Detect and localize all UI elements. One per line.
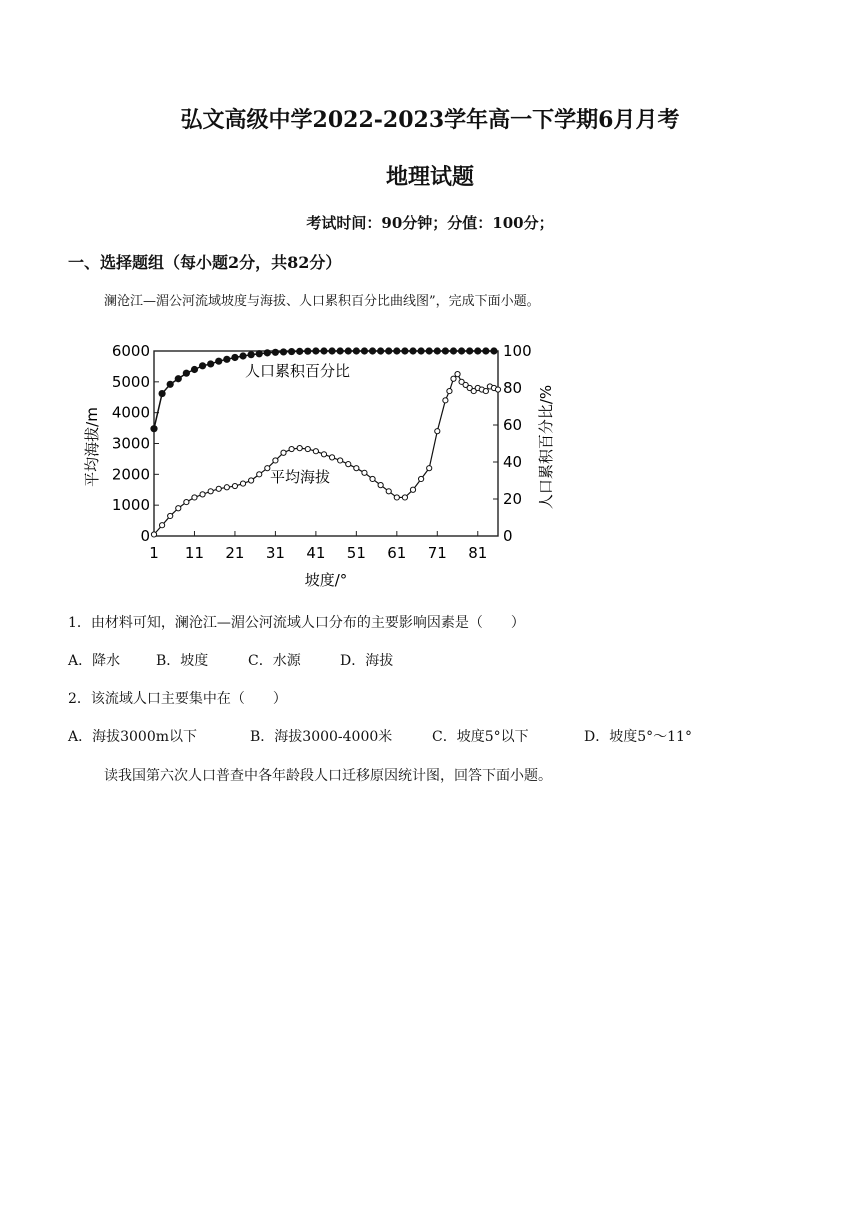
elevation-point [313, 449, 318, 454]
x-tick-label: 51 [346, 544, 366, 562]
population-point [150, 425, 157, 432]
population-series [150, 347, 497, 432]
population-point [385, 347, 392, 354]
x-axis-label: 坡度/° [304, 571, 348, 589]
question-1-option-a[interactable]: A．降水 [68, 653, 121, 669]
population-point [167, 381, 174, 388]
y-right-tick-label: 60 [503, 416, 523, 434]
question-1-options [68, 650, 393, 670]
elevation-point [321, 452, 326, 457]
population-point [183, 370, 190, 377]
population-point [288, 348, 295, 355]
population-point [434, 347, 441, 354]
elevation-point [232, 483, 237, 488]
elevation-point [346, 462, 351, 467]
slope-elevation-population-chart [70, 332, 555, 594]
population-point [353, 347, 360, 354]
elevation-point [419, 476, 424, 481]
elevation-point [168, 513, 173, 518]
y-left-tick-label: 0 [140, 527, 150, 545]
x-tick-label: 21 [225, 544, 245, 562]
population-point [482, 347, 489, 354]
elevation-point [305, 446, 310, 451]
elevation-point [184, 499, 189, 504]
elevation-point [435, 429, 440, 434]
population-point [248, 351, 255, 358]
population-point [207, 360, 214, 367]
y-right-tick-label: 20 [503, 490, 523, 508]
elevation-point [159, 523, 164, 528]
y-left-tick-label: 3000 [111, 434, 150, 453]
population-point [369, 347, 376, 354]
elevation-point [216, 486, 221, 491]
elevation-point [443, 398, 448, 403]
population-point [393, 347, 400, 354]
population-point [490, 347, 497, 354]
question-1-option-d[interactable]: D．海拔 [340, 653, 394, 669]
elevation-point [208, 489, 213, 494]
population-point [337, 347, 344, 354]
population-point [264, 349, 271, 356]
elevation-point [273, 458, 278, 463]
elevation-point [281, 450, 286, 455]
population-point [175, 375, 182, 382]
elevation-point [176, 506, 181, 511]
population-point [296, 348, 303, 355]
population-point [418, 347, 425, 354]
elevation-point [151, 532, 156, 537]
x-tick-label: 31 [265, 544, 285, 562]
y-left-tick-label: 4000 [111, 403, 150, 422]
elevation-point [495, 387, 500, 392]
elevation-point [289, 446, 294, 451]
x-tick-label: 61 [387, 544, 407, 562]
question-1-stem: 1．由材料可知，澜沧江—湄公河流域人口分布的主要影响因素是（ ） [68, 615, 525, 631]
elevation-point [455, 372, 460, 377]
x-tick-label: 81 [468, 544, 488, 562]
elevation-point [297, 446, 302, 451]
elevation-point [394, 495, 399, 500]
y-left-tick-label: 5000 [111, 372, 150, 391]
elevation-point [451, 376, 456, 381]
y-right-tick-label: 40 [503, 453, 523, 471]
page-subtitle: 地理试题 [385, 164, 474, 190]
population-point [377, 347, 384, 354]
elevation-point [427, 466, 432, 471]
population-point [256, 350, 263, 357]
question-1-option-b[interactable]: B．坡度 [156, 653, 209, 669]
section-heading: 一、选择题组（每小题2分，共82分） [68, 253, 342, 272]
question-1-option-c[interactable]: C．水源 [248, 653, 301, 669]
population-point [450, 347, 457, 354]
elevation-point [402, 495, 407, 500]
population-point [328, 347, 335, 354]
elevation-point [224, 485, 229, 490]
population-point [426, 347, 433, 354]
elevation-point [386, 489, 391, 494]
elevation-point [378, 483, 383, 488]
question-2-option-b[interactable]: B．海拔3000-4000米 [250, 729, 393, 745]
elevation-point [354, 466, 359, 471]
elevation-series [151, 372, 500, 538]
population-point [191, 366, 198, 373]
y-left-tick-label: 2000 [111, 465, 150, 484]
population-point [312, 347, 319, 354]
elevation-point [483, 388, 488, 393]
x-tick-label: 71 [427, 544, 447, 562]
elevation-point [257, 472, 262, 477]
population-point [223, 356, 230, 363]
population-point [231, 354, 238, 361]
elevation-point [192, 495, 197, 500]
elevation-point [447, 388, 452, 393]
elevation-point [240, 481, 245, 486]
y-axis-right-label: 人口累积百分比/% [537, 384, 555, 510]
y-right-tick-label: 0 [503, 527, 513, 545]
question-2-option-d[interactable]: D．坡度5°～11° [584, 729, 692, 745]
elevation-point [370, 476, 375, 481]
exam-info: 考试时间：90分钟；分值：100分； [306, 214, 554, 232]
population-point [442, 347, 449, 354]
question-2-option-a[interactable]: A．海拔3000m以下 [68, 729, 198, 745]
x-tick-label: 11 [184, 544, 205, 562]
question-2-stem: 2．该流域人口主要集中在（ ） [68, 691, 287, 707]
elevation-point [338, 458, 343, 463]
elevation-point [329, 455, 334, 460]
population-point [345, 347, 352, 354]
elevation-point [200, 492, 205, 497]
y-left-tick-label: 6000 [111, 342, 150, 360]
population-point [199, 362, 206, 369]
population-curve-label: 人口累积百分比 [245, 362, 351, 380]
y-left-tick-label: 1000 [111, 496, 150, 515]
population-point [158, 390, 165, 397]
population-point [409, 347, 416, 354]
page-title: 弘文高级中学2022-2023学年高一下学期6月月考 [180, 107, 680, 133]
material-intro-2: 读我国第六次人口普查中各年龄段人口迁移原因统计图，回答下面小题。 [104, 768, 552, 784]
population-point [361, 347, 368, 354]
y-right-tick-label: 80 [503, 379, 523, 397]
material-intro: 澜沧江—湄公河流域坡度与海拔、人口累积百分比曲线图”，完成下面小题。 [104, 294, 540, 309]
x-tick-label: 41 [306, 544, 326, 562]
population-point [280, 348, 287, 355]
x-tick-label: 1 [149, 544, 159, 562]
population-point [458, 347, 465, 354]
population-point [304, 348, 311, 355]
population-point [466, 347, 473, 354]
population-point [474, 347, 481, 354]
elevation-point [410, 487, 415, 492]
population-point [239, 352, 246, 359]
question-2-options [68, 726, 692, 746]
population-point [320, 347, 327, 354]
elevation-curve-label: 平均海拔 [270, 468, 331, 486]
population-point [272, 349, 279, 356]
y-right-tick-label: 100 [503, 342, 532, 360]
population-point [215, 358, 222, 365]
y-axis-left-label: 平均海拔/m [83, 407, 101, 487]
population-point [401, 347, 408, 354]
elevation-point [249, 478, 254, 483]
elevation-point [362, 470, 367, 475]
question-2-option-c[interactable]: C．坡度5°以下 [432, 729, 529, 745]
